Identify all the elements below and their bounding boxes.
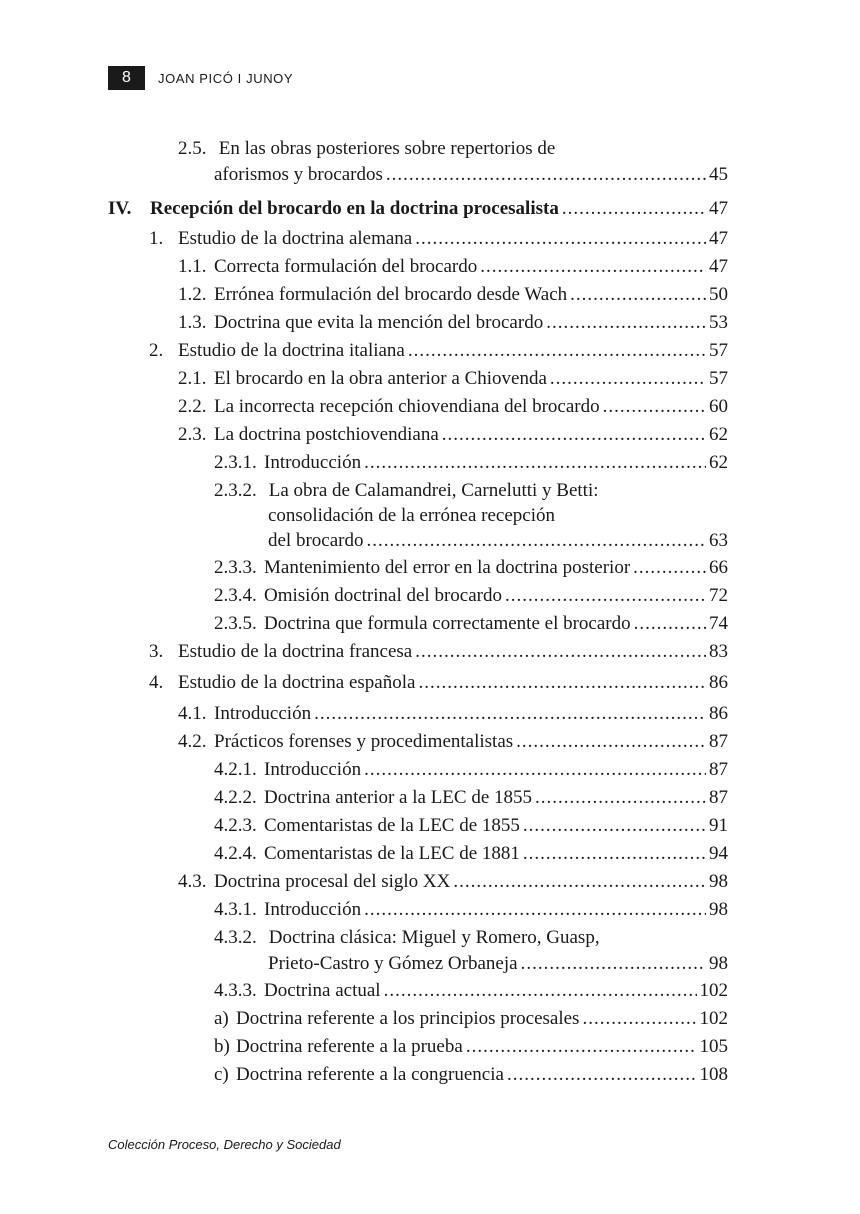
toc-entry-page: 50	[709, 284, 728, 305]
dot-leader	[408, 339, 706, 363]
toc-entry-page: 87	[709, 731, 728, 752]
toc-entry-number: 4.1.	[178, 703, 207, 724]
toc-entry-first-line	[214, 926, 728, 950]
toc-entry-page: 86	[709, 672, 728, 693]
toc-entry[interactable]	[214, 786, 728, 810]
toc-entry-title: La obra de Calamandrei, Carnelutti y Betti:	[268, 480, 599, 501]
toc-entry-number: 2.3.4.	[214, 585, 257, 606]
toc-entry-title: Introducción	[214, 703, 312, 724]
toc-entry-number: 4.2.2.	[214, 787, 257, 808]
toc-entry-title: Doctrina anterior a la LEC de 1855	[264, 787, 533, 808]
toc-entry-first-line	[214, 479, 728, 503]
toc-entry-page: 98	[709, 899, 728, 920]
dot-leader	[364, 898, 706, 922]
toc-entry[interactable]	[178, 137, 728, 187]
toc-entry-number: 2.3.2.	[214, 480, 257, 501]
dot-leader	[384, 979, 697, 1003]
toc-entry-page: 91	[709, 815, 728, 836]
dot-leader	[523, 814, 706, 838]
toc-entry-title: El brocardo en la obra anterior a Chiovenda	[214, 368, 547, 389]
toc-entry-page: 53	[709, 312, 728, 333]
toc-entry[interactable]	[214, 451, 728, 475]
dot-leader	[466, 1035, 697, 1059]
dot-leader	[582, 1007, 696, 1031]
toc-entry[interactable]	[214, 1007, 728, 1031]
toc-entry[interactable]	[214, 842, 728, 866]
toc-entry-title: Correcta formulación del brocardo	[214, 256, 478, 277]
toc-entry-number: IV.	[108, 198, 132, 219]
toc-entry-title-cont: consolidación de la errónea recepción	[268, 505, 555, 526]
toc-entry-number: 1.1.	[178, 256, 207, 277]
toc-entry-page: 102	[699, 980, 728, 1001]
toc-entry-number: c)	[214, 1064, 229, 1085]
dot-leader	[314, 702, 706, 726]
toc-entry-page: 63	[709, 530, 728, 551]
toc-entry-continuation	[178, 163, 728, 187]
toc-entry[interactable]	[178, 311, 728, 335]
dot-leader	[415, 640, 706, 664]
toc-entry[interactable]	[178, 395, 728, 419]
dot-leader	[546, 311, 706, 335]
toc-entry[interactable]	[214, 556, 728, 580]
toc-entry[interactable]	[214, 926, 728, 976]
toc-entry-title: Doctrina procesal del siglo XX	[214, 871, 451, 892]
toc-entry[interactable]	[178, 423, 728, 447]
toc-entry-number: 1.3.	[178, 312, 207, 333]
toc-entry-number: 2.1.	[178, 368, 207, 389]
dot-leader	[480, 255, 706, 279]
toc-entry[interactable]	[214, 979, 728, 1003]
toc-entry-page: 87	[709, 759, 728, 780]
toc-entry-page: 98	[709, 871, 728, 892]
toc-entry-title: Doctrina que evita la mención del brocardo	[214, 312, 544, 333]
toc-entry-page: 102	[699, 1008, 728, 1029]
toc-entry-title: Introducción	[264, 759, 362, 780]
toc-entry-number: 4.3.	[178, 871, 207, 892]
toc-entry-title: Estudio de la doctrina francesa	[178, 641, 413, 662]
toc-entry-number: 1.2.	[178, 284, 207, 305]
toc-entry-page: 62	[709, 424, 728, 445]
toc-entry-number: 4.3.1.	[214, 899, 257, 920]
toc-entry-number: 2.	[149, 340, 164, 361]
toc-entry-title: Errónea formulación del brocardo desde Wach	[214, 284, 568, 305]
toc-entry-page: 47	[709, 256, 728, 277]
toc-entry-number: 2.3.	[178, 424, 207, 445]
toc-entry[interactable]	[178, 730, 728, 754]
toc-entry[interactable]	[178, 255, 728, 279]
toc-entry[interactable]	[149, 640, 728, 664]
toc-entry-title: En las obras posteriores sobre repertorios de	[218, 138, 556, 159]
toc-entry-title: Doctrina referente a la prueba	[236, 1036, 463, 1057]
toc-entry-number: 2.3.5.	[214, 613, 257, 634]
toc-entry-page: 57	[709, 340, 728, 361]
toc-entry-number: b)	[214, 1036, 230, 1057]
toc-entry[interactable]	[214, 1035, 728, 1059]
dot-leader	[634, 612, 706, 636]
toc-entry-page: 66	[709, 557, 728, 578]
dot-leader	[521, 952, 706, 976]
toc-entry[interactable]	[214, 898, 728, 922]
toc-entry-number: 4.2.1.	[214, 759, 257, 780]
toc-entry-page: 86	[709, 703, 728, 724]
toc-entry-page: 45	[709, 164, 728, 185]
toc-entry-title: Prácticos forenses y procedimentalistas	[214, 731, 514, 752]
toc-entry[interactable]	[214, 584, 728, 608]
toc-entry-page: 105	[699, 1036, 728, 1057]
author-name: JOAN PICÓ I JUNOY	[158, 70, 294, 86]
toc-entry-title: Recepción del brocardo en la doctrina procesalista	[150, 198, 559, 219]
toc-entry[interactable]	[214, 814, 728, 838]
toc-entry[interactable]	[178, 367, 728, 391]
toc-entry-number: 4.2.	[178, 731, 207, 752]
toc-entry-number: 2.5.	[178, 138, 207, 159]
toc-entry-title: Introducción	[264, 452, 362, 473]
toc-entry-page: 72	[709, 585, 728, 606]
dot-leader	[562, 197, 706, 221]
toc-entry-number: 2.3.3.	[214, 557, 257, 578]
series-footer: Colección Proceso, Derecho y Sociedad	[108, 1137, 341, 1152]
toc-entry-title: La incorrecta recepción chiovendiana del brocardo	[214, 396, 600, 417]
dot-leader	[603, 395, 706, 419]
toc-entry-page: 47	[709, 198, 728, 219]
toc-entry-page: 94	[709, 843, 728, 864]
dot-leader	[442, 423, 706, 447]
toc-entry-number: 4.3.3.	[214, 980, 257, 1001]
toc-entry-continuation	[214, 952, 728, 976]
toc-entry-title: Doctrina clásica: Miguel y Romero, Guasp,	[268, 927, 600, 948]
toc-chapter-entry[interactable]	[108, 197, 728, 221]
toc-entry-title-cont: Prieto-Castro y Gómez Orbaneja	[268, 953, 518, 974]
toc-entry-title: La doctrina postchiovendiana	[214, 424, 439, 445]
dot-leader	[364, 451, 706, 475]
toc-entry-number: 4.	[149, 672, 164, 693]
dot-leader	[550, 367, 706, 391]
toc-entry-title: Comentaristas de la LEC de 1881	[264, 843, 520, 864]
toc-entry[interactable]	[214, 612, 728, 636]
dot-leader	[366, 529, 706, 553]
toc-entry-title: Estudio de la doctrina italiana	[178, 340, 405, 361]
toc-entry-title: Doctrina actual	[264, 980, 381, 1001]
toc-entry-number: 3.	[149, 641, 164, 662]
dot-leader	[386, 163, 706, 187]
toc-entry-number: a)	[214, 1008, 229, 1029]
toc-entry-page: 108	[699, 1064, 728, 1085]
dot-leader	[507, 1063, 697, 1087]
toc-entry-number: 4.2.3.	[214, 815, 257, 836]
toc-entry-title: Doctrina referente a la congruencia	[236, 1064, 504, 1085]
dot-leader	[523, 842, 706, 866]
toc-entry-continuation	[214, 529, 728, 553]
page-number: 8	[108, 66, 145, 90]
toc-entry-page: 47	[709, 228, 728, 249]
toc-entry-number: 4.3.2.	[214, 927, 257, 948]
toc-entry-continuation	[214, 504, 728, 528]
toc-entry-number: 2.3.1.	[214, 452, 257, 473]
dot-leader	[453, 870, 706, 894]
toc-entry-page: 83	[709, 641, 728, 662]
toc-entry[interactable]	[149, 227, 728, 251]
toc-entry-number: 1.	[149, 228, 164, 249]
toc-entry-title: Introducción	[264, 899, 362, 920]
toc-entry[interactable]	[149, 671, 728, 695]
toc-entry[interactable]	[149, 339, 728, 363]
dot-leader	[633, 556, 706, 580]
toc-entry-number: 4.2.4.	[214, 843, 257, 864]
toc-entry-number: 2.2.	[178, 396, 207, 417]
toc-entry-first-line	[178, 137, 728, 161]
toc-entry-title: Estudio de la doctrina alemana	[178, 228, 413, 249]
toc-entry[interactable]	[178, 702, 728, 726]
toc-entry-title: Estudio de la doctrina española	[178, 672, 416, 693]
toc-entry-title: Comentaristas de la LEC de 1855	[264, 815, 520, 836]
toc-entry-title: Mantenimiento del error en la doctrina posterior	[264, 557, 631, 578]
toc-entry[interactable]	[214, 1063, 728, 1087]
toc-entry-title-cont: del brocardo	[268, 530, 364, 551]
toc-entry-page: 60	[709, 396, 728, 417]
toc-entry-page: 57	[709, 368, 728, 389]
toc-entry[interactable]	[214, 758, 728, 782]
toc-entry-title: Doctrina que formula correctamente el brocardo	[264, 613, 631, 634]
toc-entry-title: Omisión doctrinal del brocardo	[264, 585, 502, 606]
toc-entry[interactable]	[214, 479, 728, 553]
toc-entry-page: 87	[709, 787, 728, 808]
toc-entry-page: 98	[709, 953, 728, 974]
toc-entry-page: 62	[709, 452, 728, 473]
dot-leader	[364, 758, 706, 782]
dot-leader	[418, 671, 706, 695]
toc-entry[interactable]	[178, 870, 728, 894]
dot-leader	[415, 227, 706, 251]
toc-entry-title-cont: aforismos y brocardos	[214, 164, 383, 185]
toc-entry-title: Doctrina referente a los principios procesales	[236, 1008, 580, 1029]
toc-entry[interactable]	[178, 283, 728, 307]
dot-leader	[505, 584, 706, 608]
dot-leader	[516, 730, 706, 754]
dot-leader	[535, 786, 706, 810]
running-header	[108, 66, 293, 90]
dot-leader	[570, 283, 706, 307]
toc-entry-page: 74	[709, 613, 728, 634]
